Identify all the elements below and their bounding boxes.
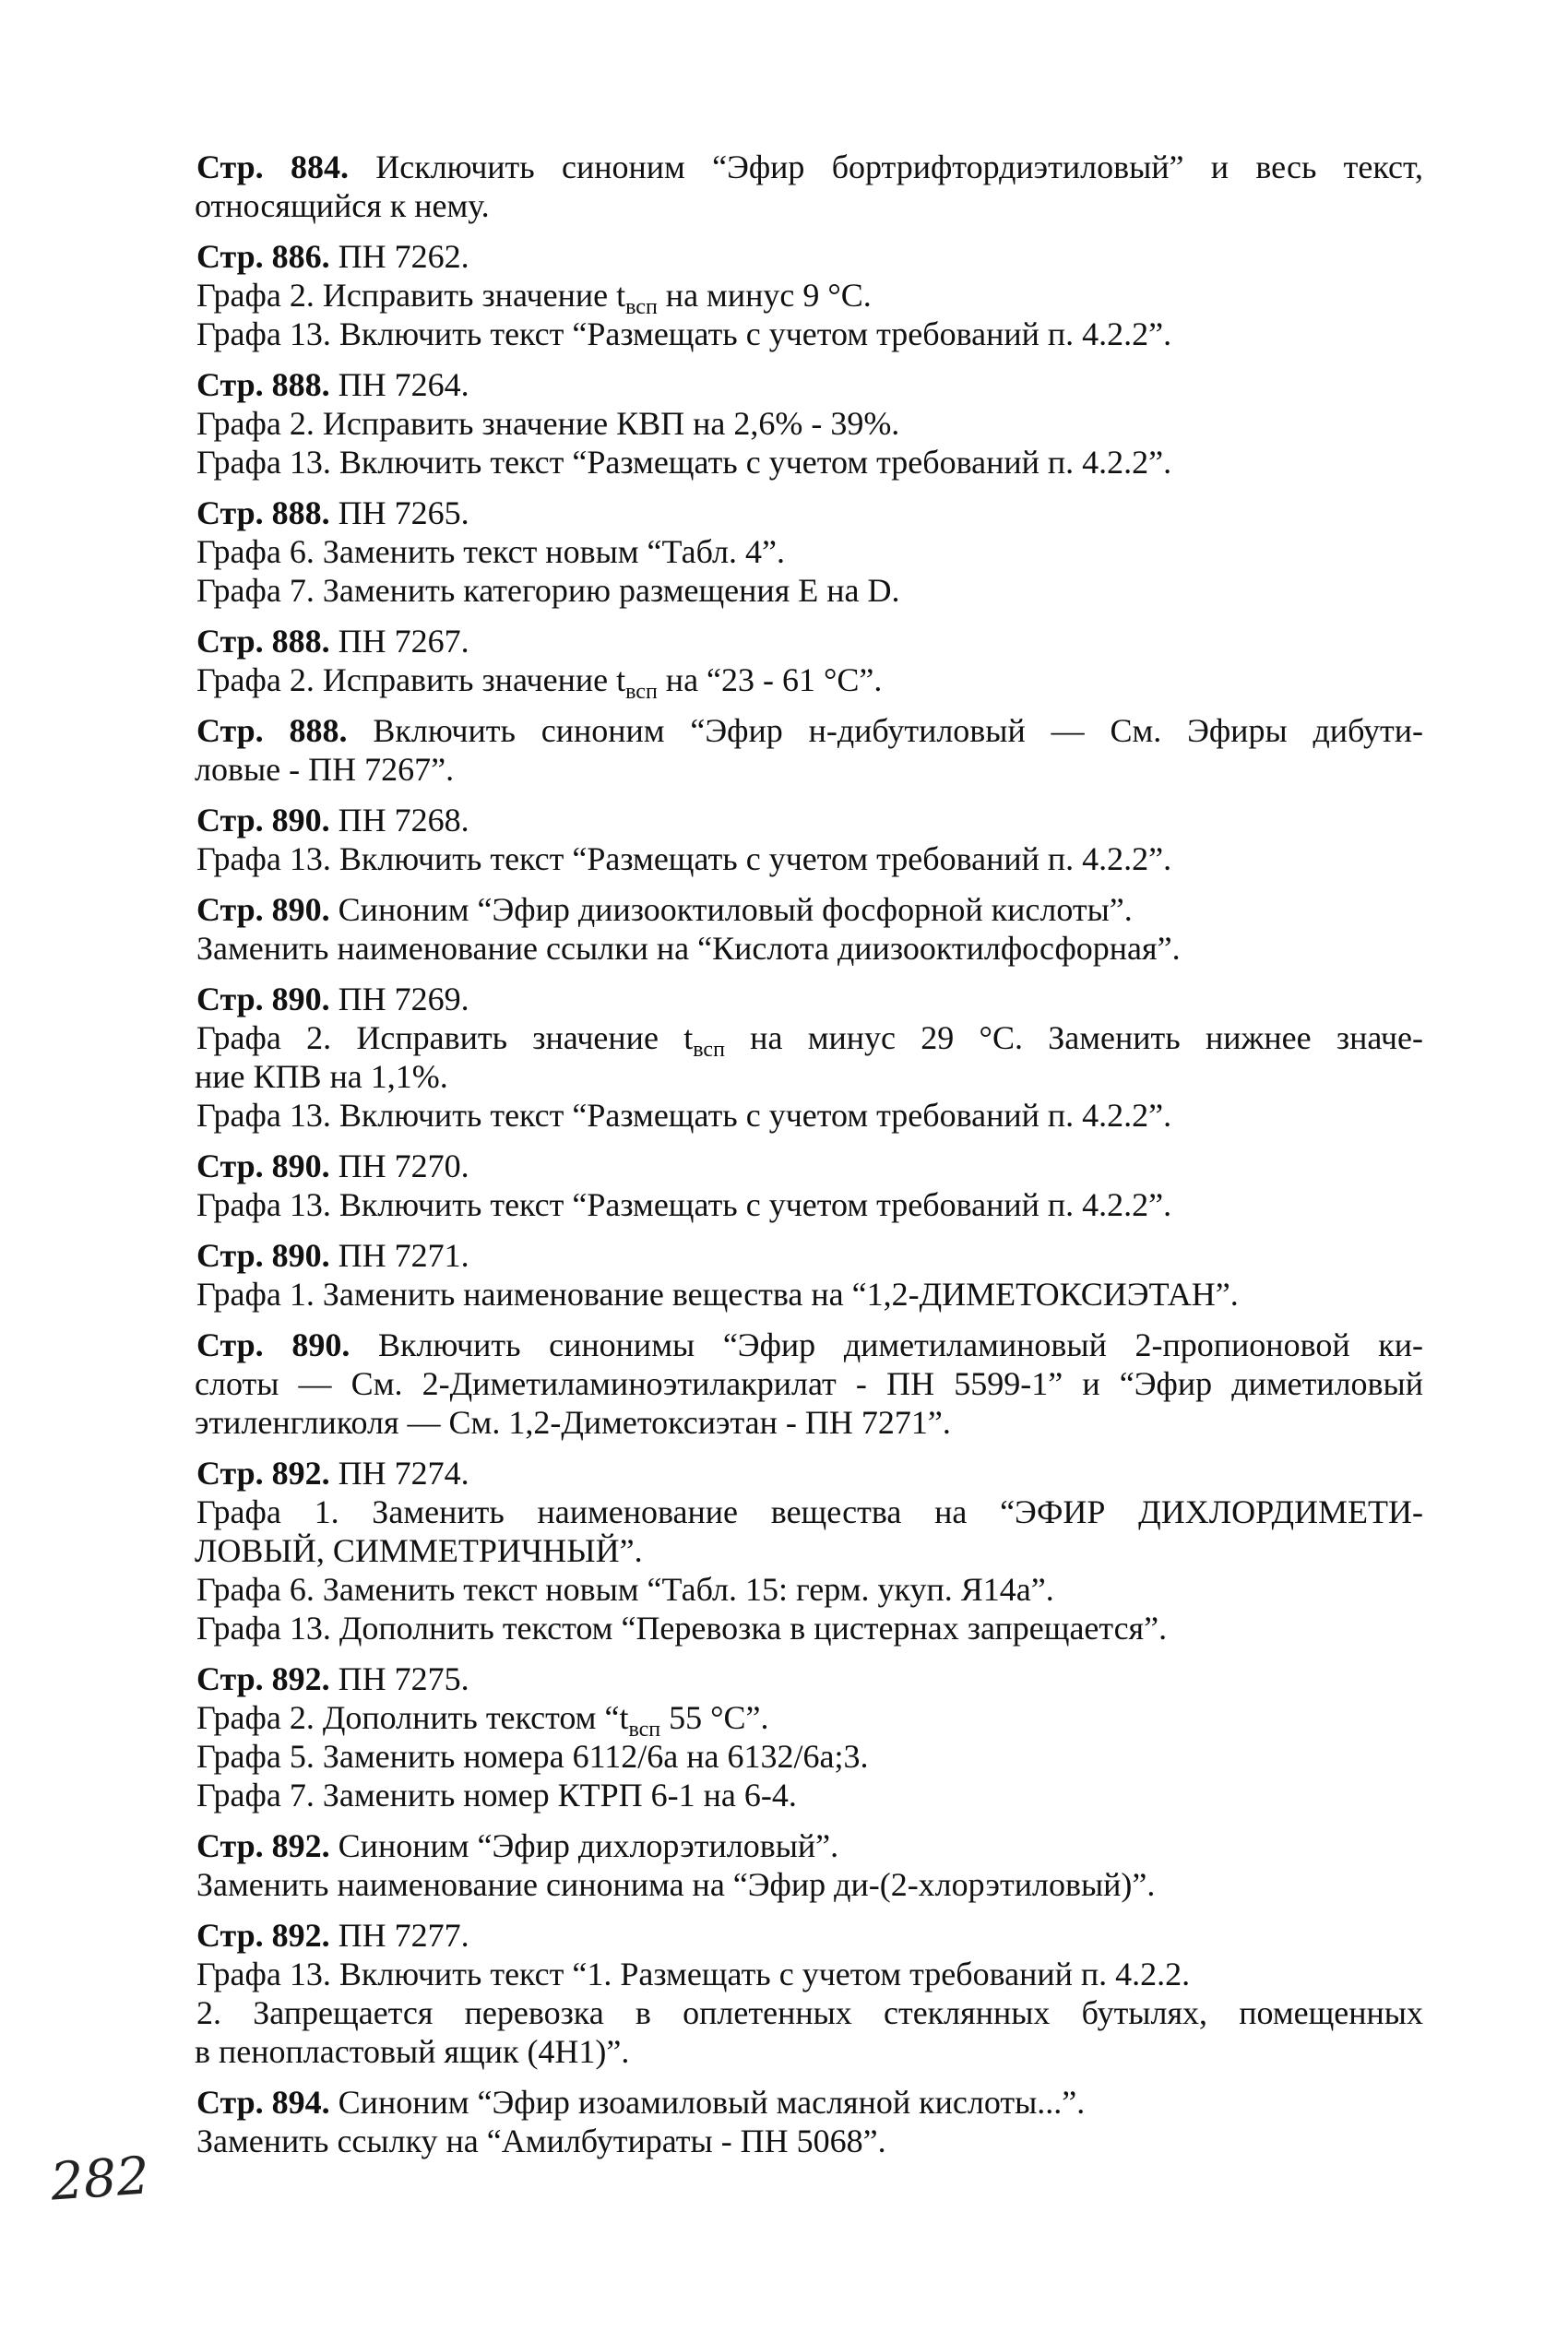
entry-text: ловые - ПН 7267”. [195,751,455,788]
amendment-entry [196,2083,1423,2160]
entry-text: Графа 1. Заменить наименование вещества на “ЭФИР ДИХЛОРДИМЕТИ- [196,1493,1423,1530]
entry-first-line [196,237,1423,276]
entry-text: ПН 7274. [329,1455,469,1492]
page-reference: Стр. 888. [196,712,348,749]
entry-line [196,276,1423,320]
entry-text: слоты — См. 2-Диметиламиноэтилакрилат - ПН 5599-1” и “Эфир диметиловый [195,1365,1423,1402]
entry-line [195,1057,1423,1096]
entry-text: Заменить ссылку на “Амилбутираты - ПН 5068”. [196,2123,886,2159]
entry-text: Синоним “Эфир дихлорэтиловый”. [329,1827,839,1864]
entry-line [195,186,1423,225]
entry-text: ПН 7265. [329,494,469,531]
amendment-entry [196,365,1423,482]
entry-text: в пенопластовый ящик (4Н1)”. [195,2033,630,2070]
amendment-entry [196,1147,1423,1224]
entry-text: 2. Запрещается перевозка в оплетенных стеклянных бутылях, помещенных [196,1994,1423,2031]
entry-first-line [196,2083,1423,2122]
entry-line [196,1993,1423,2032]
document-body [196,148,1423,2172]
entry-text: Графа 13. Включить текст “Размещать с учетом требований п. 4.2.2”. [196,1097,1172,1134]
entry-line [196,1698,1423,1742]
entry-text: Графа 2. Исправить значение КВП на 2,6% - 39%. [196,405,900,442]
amendment-entry [196,237,1423,353]
entry-line [196,1096,1423,1135]
entry-first-line [196,1826,1423,1865]
amendment-entry [196,494,1423,610]
entry-text: ЛОВЫЙ, СИММЕТРИЧНЫЙ”. [195,1532,643,1569]
entry-text: Графа 2. Исправить значение $t_{всп}$ на минус 29 °С. Заменить нижнее значе- [196,1019,1423,1063]
entry-text: ПН 7275. [329,1660,469,1697]
entry-first-line [196,1326,1423,1364]
amendment-entry [196,148,1423,225]
entry-text: ПН 7264. [329,366,469,403]
entry-first-line [196,801,1423,839]
entry-line [196,1275,1423,1314]
amendment-entry [196,622,1423,705]
entry-text: ПН 7270. [329,1148,469,1184]
entry-first-line [196,494,1423,532]
entry-text: Графа 6. Заменить текст новым “Табл. 4”. [196,533,785,570]
entry-first-line [196,1659,1423,1698]
entry-text: ПН 7268. [329,802,469,838]
handwritten-page-number: 282 [48,2146,152,2213]
page-reference: Стр. 888. [196,494,330,531]
entry-line [196,1865,1423,1904]
entry-line [196,660,1423,705]
entry-line [196,1570,1423,1609]
entry-text: Графа 2. Дополнить текстом “$t_{всп}$ 55 °С”. [196,1699,769,1742]
page-reference: Стр. 890. [196,802,330,838]
entry-line [196,1609,1423,1647]
entry-text: Графа 1. Заменить наименование вещества на “1,2-ДИМЕТОКСИЭТАН”. [196,1276,1239,1313]
entry-text: Графа 13. Включить текст “Размещать с учетом требований п. 4.2.2”. [196,840,1172,877]
page-reference: Стр. 884. [196,149,349,185]
entry-line [196,1776,1423,1814]
entry-text: Графа 13. Включить текст “Размещать с учетом требований п. 4.2.2”. [196,315,1172,352]
entry-first-line [196,1916,1423,1955]
page-reference: Стр. 892. [196,1660,330,1697]
entry-first-line [196,980,1423,1018]
entry-text: Синоним “Эфир диизооктиловый фосфорной кислоты”. [329,891,1133,928]
entry-first-line [196,148,1423,186]
entry-text: относящийся к нему. [195,187,490,224]
entry-text: Графа 7. Заменить категорию размещения Е на D. [196,572,900,609]
page-reference: Стр. 892. [196,1455,330,1492]
entry-text: Заменить наименование синонима на “Эфир ди-(2-хлорэтиловый)”. [196,1866,1156,1903]
entry-first-line [196,890,1423,929]
entry-line [195,750,1423,789]
entry-text: Графа 2. Исправить значение $t_{всп}$ на “23 - 61 °С”. [196,661,883,705]
entry-first-line [196,365,1423,404]
page-reference: Стр. 890. [196,1237,330,1274]
page-reference: Стр. 894. [196,2084,330,2121]
page-reference: Стр. 892. [196,1827,330,1864]
page-reference: Стр. 888. [196,623,330,660]
entry-line [195,2032,1423,2071]
entry-text: Графа 7. Заменить номер КТРП 6-1 на 6-4. [196,1777,797,1814]
entry-text: Синоним “Эфир изоамиловый масляной кислоты...”. [329,2084,1086,2121]
entry-text: Заменить наименование ссылки на “Кислота диизооктилфосфорная”. [196,930,1181,967]
entry-text: Исключить синоним “Эфир бортрифтордиэтиловый” и весь текст, [348,149,1423,185]
entry-line [195,1364,1423,1403]
amendment-entry [196,1659,1423,1814]
entry-text: Графа 13. Дополнить текстом “Перевозка в цистернах запрещается”. [196,1610,1168,1647]
entry-line [196,1493,1423,1531]
page-reference: Стр. 890. [196,1326,350,1363]
entry-line [195,1531,1423,1570]
entry-line [196,1955,1423,1993]
entry-text: ПН 7267. [329,623,469,660]
entry-text: этиленгликоля — См. 1,2-Диметоксиэтан - ПН 7271”. [195,1404,951,1441]
entry-text: ПН 7269. [329,981,469,1017]
amendment-entry [196,1454,1423,1647]
entry-text: ПН 7277. [329,1917,469,1954]
page-reference: Стр. 892. [196,1917,330,1954]
entry-text: Графа 13. Включить текст “Размещать с учетом требований п. 4.2.2”. [196,444,1172,481]
entry-line [196,1018,1423,1063]
page-reference: Стр. 886. [196,238,330,275]
entry-text: Графа 5. Заменить номера 6112/6а на 6132/6а;3. [196,1738,869,1775]
entry-line [195,1403,1423,1442]
page-reference: Стр. 890. [196,1148,330,1184]
entry-text: Графа 13. Включить текст “1. Размещать с учетом требований п. 4.2.2. [196,1956,1191,1992]
page-reference: Стр. 888. [196,366,330,403]
entry-first-line [196,1147,1423,1185]
amendment-entry [196,1326,1423,1442]
entry-first-line [196,711,1423,750]
entry-line [196,839,1423,878]
entry-line [196,532,1423,571]
amendment-entry [196,1916,1423,2071]
entry-line [196,1185,1423,1224]
page-reference: Стр. 890. [196,891,330,928]
amendment-entry [196,1826,1423,1904]
entry-line [196,2122,1423,2160]
entry-text: Графа 6. Заменить текст новым “Табл. 15: герм. укуп. Я14а”. [196,1571,1054,1608]
amendment-entry [196,890,1423,968]
amendment-entry [196,1236,1423,1314]
entry-first-line [196,1236,1423,1275]
amendment-entry [196,980,1423,1135]
entry-text: ПН 7271. [329,1237,469,1274]
entry-line [196,443,1423,482]
entry-first-line [196,1454,1423,1493]
amendment-entry [196,711,1423,789]
entry-line [196,571,1423,610]
page-reference: Стр. 890. [196,981,330,1017]
entry-text: Графа 2. Исправить значение $t_{всп}$ на минус 9 °С. [196,277,872,320]
entry-text: Включить синоним “Эфир н-дибутиловый — См. Эфиры дибути- [347,712,1423,749]
entry-first-line [196,622,1423,660]
entry-line [196,315,1423,353]
entry-line [196,929,1423,968]
entry-line [196,404,1423,443]
entry-text: Графа 13. Включить текст “Размещать с учетом требований п. 4.2.2”. [196,1186,1172,1223]
entry-text: ПН 7262. [329,238,469,275]
entry-line [196,1737,1423,1776]
amendment-entry [196,801,1423,878]
entry-text: ние КПВ на 1,1%. [195,1058,448,1095]
entry-text: Включить синонимы “Эфир диметиламиновый 2-пропионовой ки- [350,1326,1423,1363]
